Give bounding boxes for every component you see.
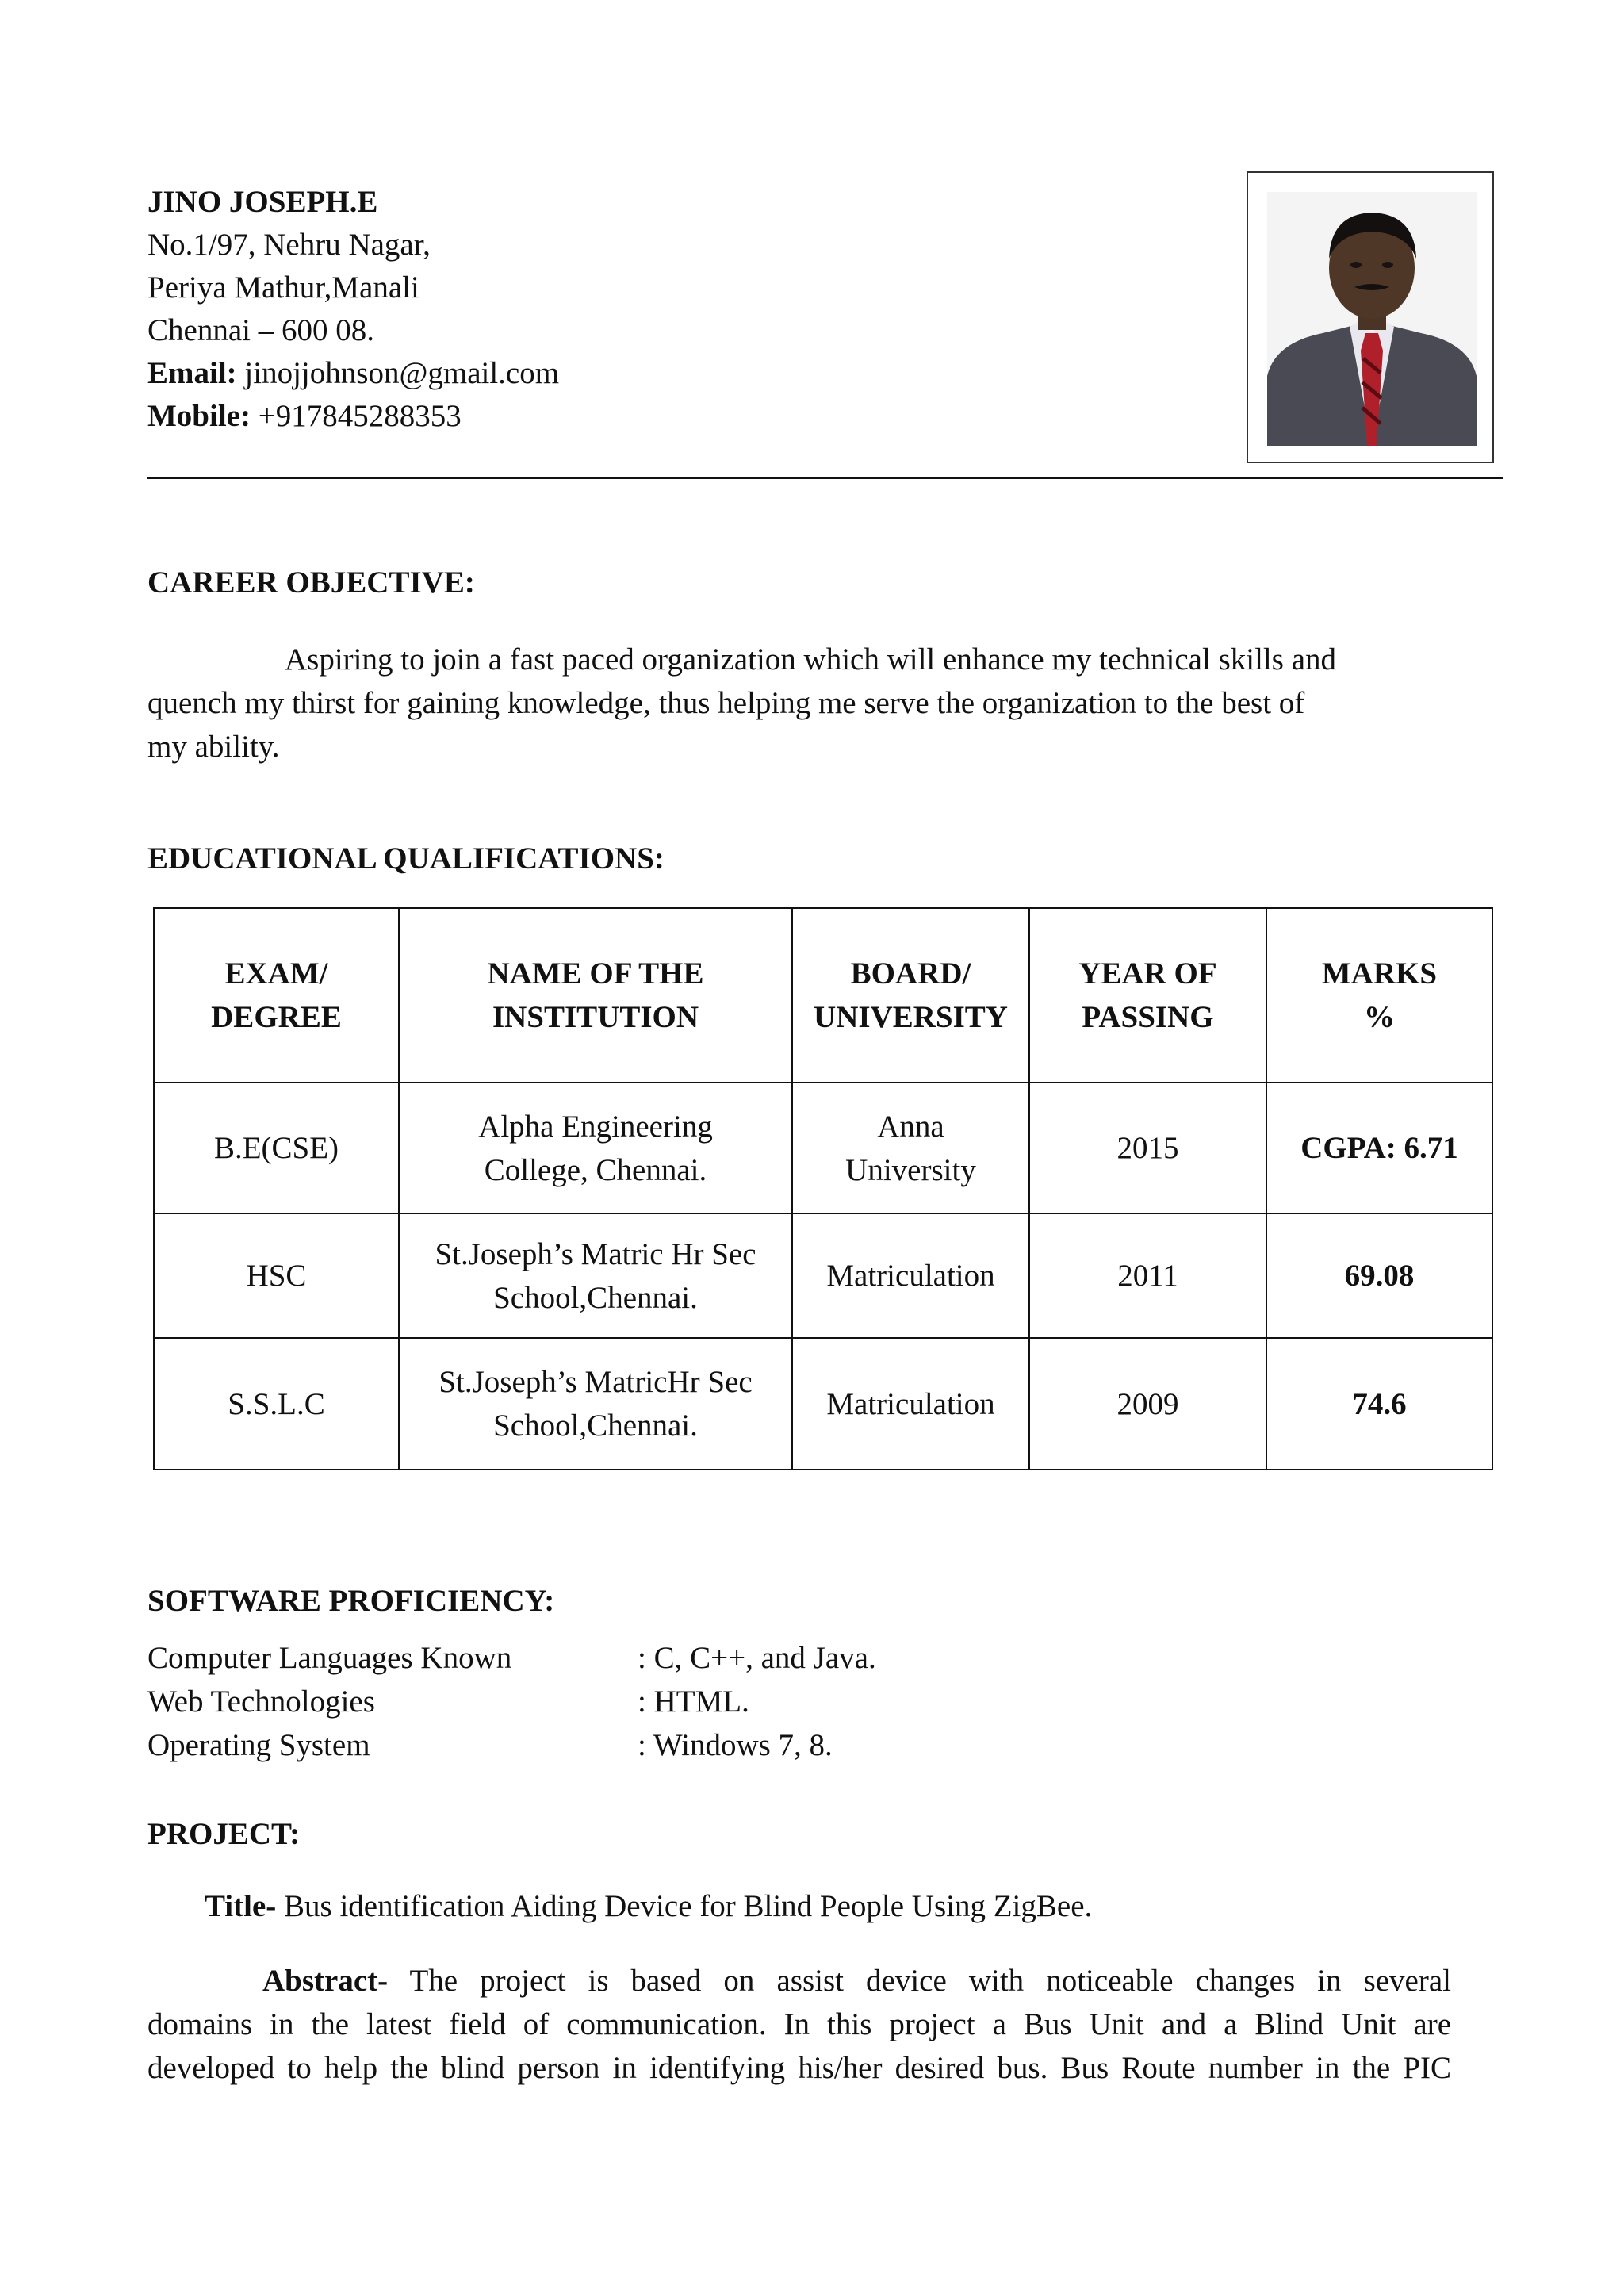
mobile-label: Mobile: [147,399,251,433]
email-label: Email: [147,356,237,390]
year-cell: 2015 [1029,1083,1266,1213]
portrait-icon [1267,192,1477,446]
marks-cell: 74.6 [1266,1338,1492,1470]
profile-photo [1247,171,1494,463]
education-table [153,907,1493,1470]
software-item [147,1684,749,1719]
table-row [154,1213,1492,1338]
software-heading: SOFTWARE PROFICIENCY: [147,1584,555,1618]
board-cell: Matriculation [792,1338,1029,1470]
objective-line-3: my ability. [147,730,280,764]
software-label: Computer Languages Known [147,1641,512,1675]
column-header: YEAR OF PASSING [1029,908,1266,1083]
abstract-line-3: developed to help the blind person in identifying his/her desired bus. Bus Route number in the PIC [147,2051,1451,2085]
career-objective-heading: CAREER OBJECTIVE: [147,565,475,600]
institution-cell: St.Joseph’s Matric Hr Sec School,Chennai. [399,1213,792,1338]
mobile-line [147,395,559,438]
project-title-value: Bus identification Aiding Device for Blind People Using ZigBee. [276,1889,1093,1923]
degree-cell: B.E(CSE) [154,1083,399,1213]
email-value: jinojjohnson@gmail.com [236,356,560,390]
table-row [154,1338,1492,1470]
project-abstract [147,1959,1451,2090]
abstract-line-2: domains in the latest field of communication. In this project a Bus Unit and a Blind Unit are [147,2007,1451,2041]
institution-cell: St.Joseph’s MatricHr Sec School,Chennai. [399,1338,792,1470]
candidate-name: JINO JOSEPH.E [147,185,378,219]
address-line-3: Chennai – 600 08. [147,313,374,347]
address-line-2: Periya Mathur,Manali [147,270,419,305]
education-heading: EDUCATIONAL QUALIFICATIONS: [147,841,665,876]
career-objective-text [147,638,1456,769]
header-divider [147,477,1503,479]
address-line-1: No.1/97, Nehru Nagar, [147,228,431,262]
software-value: : C, C++, and Java. [638,1641,876,1675]
board-cell: Anna University [792,1083,1029,1213]
email-line [147,352,559,395]
column-header: MARKS % [1266,908,1492,1083]
project-title [205,1884,1513,1928]
table-row [154,1083,1492,1213]
objective-line-1: Aspiring to join a fast paced organization which will enhance my technical skills and [285,642,1336,677]
software-value: : HTML. [638,1685,749,1719]
board-cell: Matriculation [792,1213,1029,1338]
software-item [147,1640,876,1676]
marks-cell: CGPA: 6.71 [1266,1083,1492,1213]
objective-line-2: quench my thirst for gaining knowledge, thus helping me serve the organization to the best of [147,686,1305,720]
abstract-line-1: Abstract- The project is based on assist device with noticeable changes in several [262,1964,1451,1998]
year-cell: 2011 [1029,1213,1266,1338]
mobile-value: +917845288353 [250,399,462,433]
degree-cell: HSC [154,1213,399,1338]
project-heading: PROJECT: [147,1817,301,1851]
marks-cell: 69.08 [1266,1213,1492,1338]
software-value: : Windows 7, 8. [638,1728,833,1762]
table-header-row [154,908,1492,1083]
year-cell: 2009 [1029,1338,1266,1470]
software-label: Operating System [147,1728,370,1762]
column-header: EXAM/ DEGREE [154,908,399,1083]
column-header: NAME OF THE INSTITUTION [399,908,792,1083]
software-item [147,1727,833,1763]
degree-cell: S.S.L.C [154,1338,399,1470]
institution-cell: Alpha Engineering College, Chennai. [399,1083,792,1213]
contact-block [147,181,559,438]
project-title-label: Title- [205,1889,277,1923]
abstract-label: Abstract- [262,1964,389,1998]
column-header: BOARD/ UNIVERSITY [792,908,1029,1083]
software-label: Web Technologies [147,1685,375,1719]
